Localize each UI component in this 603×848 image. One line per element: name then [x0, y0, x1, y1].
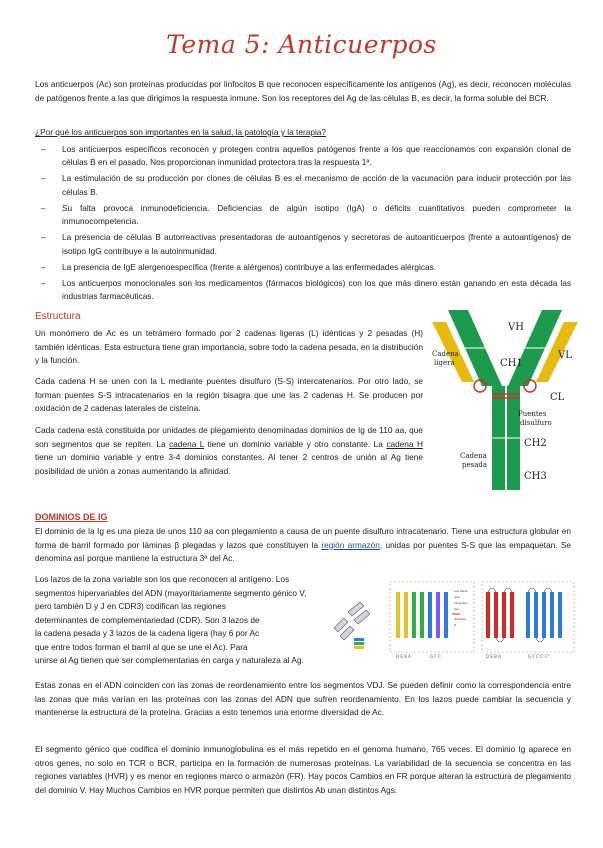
list-item: – Los anticuerpos específicos reconocen y protegen contra aquellos patógenos frente a los que reaccionamos con expansión clonal de células B en el pasado. Nos proporcionan inmunidad protectora tras la respuesta 1ª.	[35, 143, 571, 170]
svg-text:Los lazos: Los lazos	[454, 589, 468, 593]
estructura-paragraph-3: Cada cadena está constituida por unidades de plegamiento denominadas dominios de Ig de 110 aa, que son segmentos que se repiten. La cadena L tiene un dominio variable y otro constante. La cadena H tiene un dominio variable y entre 3-4 dominios constantes. Al tener 2 centros de unión al Ag tiene posibilidad de unión a zonas aumentando la afinidad.	[35, 425, 423, 476]
intro-paragraph: Los anticuerpos (Ac) son proteínas producidas por linfocitos B que reconocen específicamente los antígenos (Ag), es decir, reconocen moléculas de patógenos frente a las que dirigimos la respuesta inmune. Son los receptores del Ag de las células B, es decir, la forma soluble del BCR.	[35, 79, 571, 103]
svg-text:que: que	[454, 595, 460, 599]
section-heading-estructura: Estructura	[35, 311, 81, 322]
section-heading-dominios: DOMINIOS DE IG	[35, 512, 108, 522]
svg-text:β: β	[454, 623, 456, 627]
dominios-paragraph-1: El dominio de la Ig es una pieza de unos 110 aa con plegamiento a causa de un puente disulfuro intracatenario. Tiene una estructura globular en forma de barril formado por láminas β plegadas y lazos que constituyen la región armazón, unidas por puentes S-S que las empaquetan. Se denomina así porque mantiene la estructura 3ª del Ac.	[35, 526, 571, 563]
estructura-paragraph-1: Un monómero de Ac es un tetrámero formado por 2 cadenas ligeras (L) idénticas y 2 pesadas (H) también idénticas. Esta estructura tiene gran importancia, sobre todo la cadena pesada, en la distribución y la función.	[35, 328, 423, 365]
label-cadena-pesada-2: pesada	[462, 461, 488, 469]
svg-text:conectan: conectan	[454, 601, 468, 605]
cadena-l-term: cadena L	[169, 438, 205, 449]
cadena-h-term: cadena H	[386, 438, 423, 449]
label-cadena-pesada: Cadena	[460, 452, 487, 460]
label-ch2: CH2	[524, 438, 547, 449]
topology-right	[482, 582, 574, 659]
label-vh: VH	[508, 322, 524, 333]
antibody-structure-figure	[430, 298, 580, 496]
list-item: – La estimulación de su producción por clones de células B es el mecanismo de acción de la vacunación para inducir protección por las células B.	[35, 172, 571, 199]
region-armazon-term: región armazón	[321, 539, 380, 550]
dominios-paragraph-4: El segmento génico que codifica el dominio inmunoglobulina es el más repetido en el genoma humano, 765 veces. El dominio Ig aparece en otros genes, no solo en TCR o BCR, participa en la formación de numerosas proteínas. La variabilidad de la secuencia se concentra en las regiones variables (HVR) y es menor en regiones marco o armazón (FR). Hay pocos Cambios en FR porque alteran la estructura de plegamiento del dominio V. Hay Muchos Cambios en HVR porque permiten que distintos Ab unan distintos Ags.	[35, 744, 571, 795]
domain-ribbon-figure	[330, 598, 380, 652]
list-item: – La presencia de células B autorreactivas presentadoras de autoantígenos y secretoras de autoanticuerpos (frente a autoantígenos) de isotipo IgG contribuye a la autoinmunidad.	[35, 231, 571, 258]
label-vl: VL	[558, 350, 572, 361]
label-ch3: CH3	[524, 471, 547, 482]
label-cl: CL	[550, 392, 565, 403]
bullet-list	[35, 143, 571, 306]
svg-text:G F C C' C'': G F C C' C''	[528, 654, 551, 659]
label-cadena-ligera-2: ligera	[434, 359, 455, 367]
svg-text:D E B A: D E B A	[486, 654, 501, 659]
list-item: – La presencia de IgE alergenoespecífica (frente a alérgenos) contribuye a las enfermedades alérgicas.	[35, 261, 571, 274]
topology-left	[390, 582, 474, 659]
dominios-paragraph-2: Los lazos de la zona variable son los que reconocen al antígeno. Los segmentos hipervariables del ADN (mayoritariamente segmento génico V, pero también D y J en CDR3) codifican las regiones determinantes de complementariedad (CDR). Son 3 lazos de la cadena pesada y 3 lazos de la cadena ligera (hay 6 por Ac que entre todos forman el barril al que se une el Ac). Para unirse al Ag tienen que ser complementarias en carga y naturaleza al Ag.	[35, 574, 307, 665]
label-ch1: CH1	[500, 358, 523, 369]
domain-topology-figure	[388, 578, 578, 662]
label-cadena-ligera: Cadena	[432, 350, 459, 358]
dominios-paragraph-3: Estas zonas en el ADN coinciden con las zonas de reordenamiento entre los segmentos VDJ. Se pueden definir como la correspondencia entre las zonas que más varían en las proteínas con las zonas del ADN que sufren reordenamiento. En los lazos puede cambiar la secuencia y mantenerse la estructura de la proteína. Gracias a esto tenemos una enorme diversidad de Ac.	[35, 680, 571, 717]
label-disulfuro: disulfuro	[520, 419, 552, 427]
list-item: – Los anticuerpos monoclonales son los medicamentos (fármacos biológicos) con los que más dinero están ganando en esta década las industrias farmacéuticas.	[35, 277, 571, 304]
label-puentes: Puentes	[518, 410, 547, 418]
estructura-paragraph-2: Cada cadena H se unen con la L mediante puentes disulfuro (S-S) intercatenarios. Por otro lado, se forman puentes S-S intracatenarios en la región bisagra que une las 2 cadenas H. Se producen por oxidación de 2 cadenas laterales de cisteína.	[35, 376, 423, 413]
svg-text:láminas: láminas	[454, 617, 466, 621]
svg-text:las: las	[454, 607, 459, 611]
svg-text:D E B A: D E B A	[396, 654, 411, 659]
question-heading: ¿Por qué los anticuerpos son importantes en la salud, la patología y la terapia?	[35, 127, 327, 137]
list-item: – Su falta provoca inmunodeficiencia. Deficiencias de algún isotipo (IgA) o déficits cuantitativos pueden comprometer la inmunocompetencia.	[35, 202, 571, 229]
page-title: Tema 5: Anticuerpos	[166, 30, 437, 59]
svg-text:G F C: G F C	[430, 654, 441, 659]
